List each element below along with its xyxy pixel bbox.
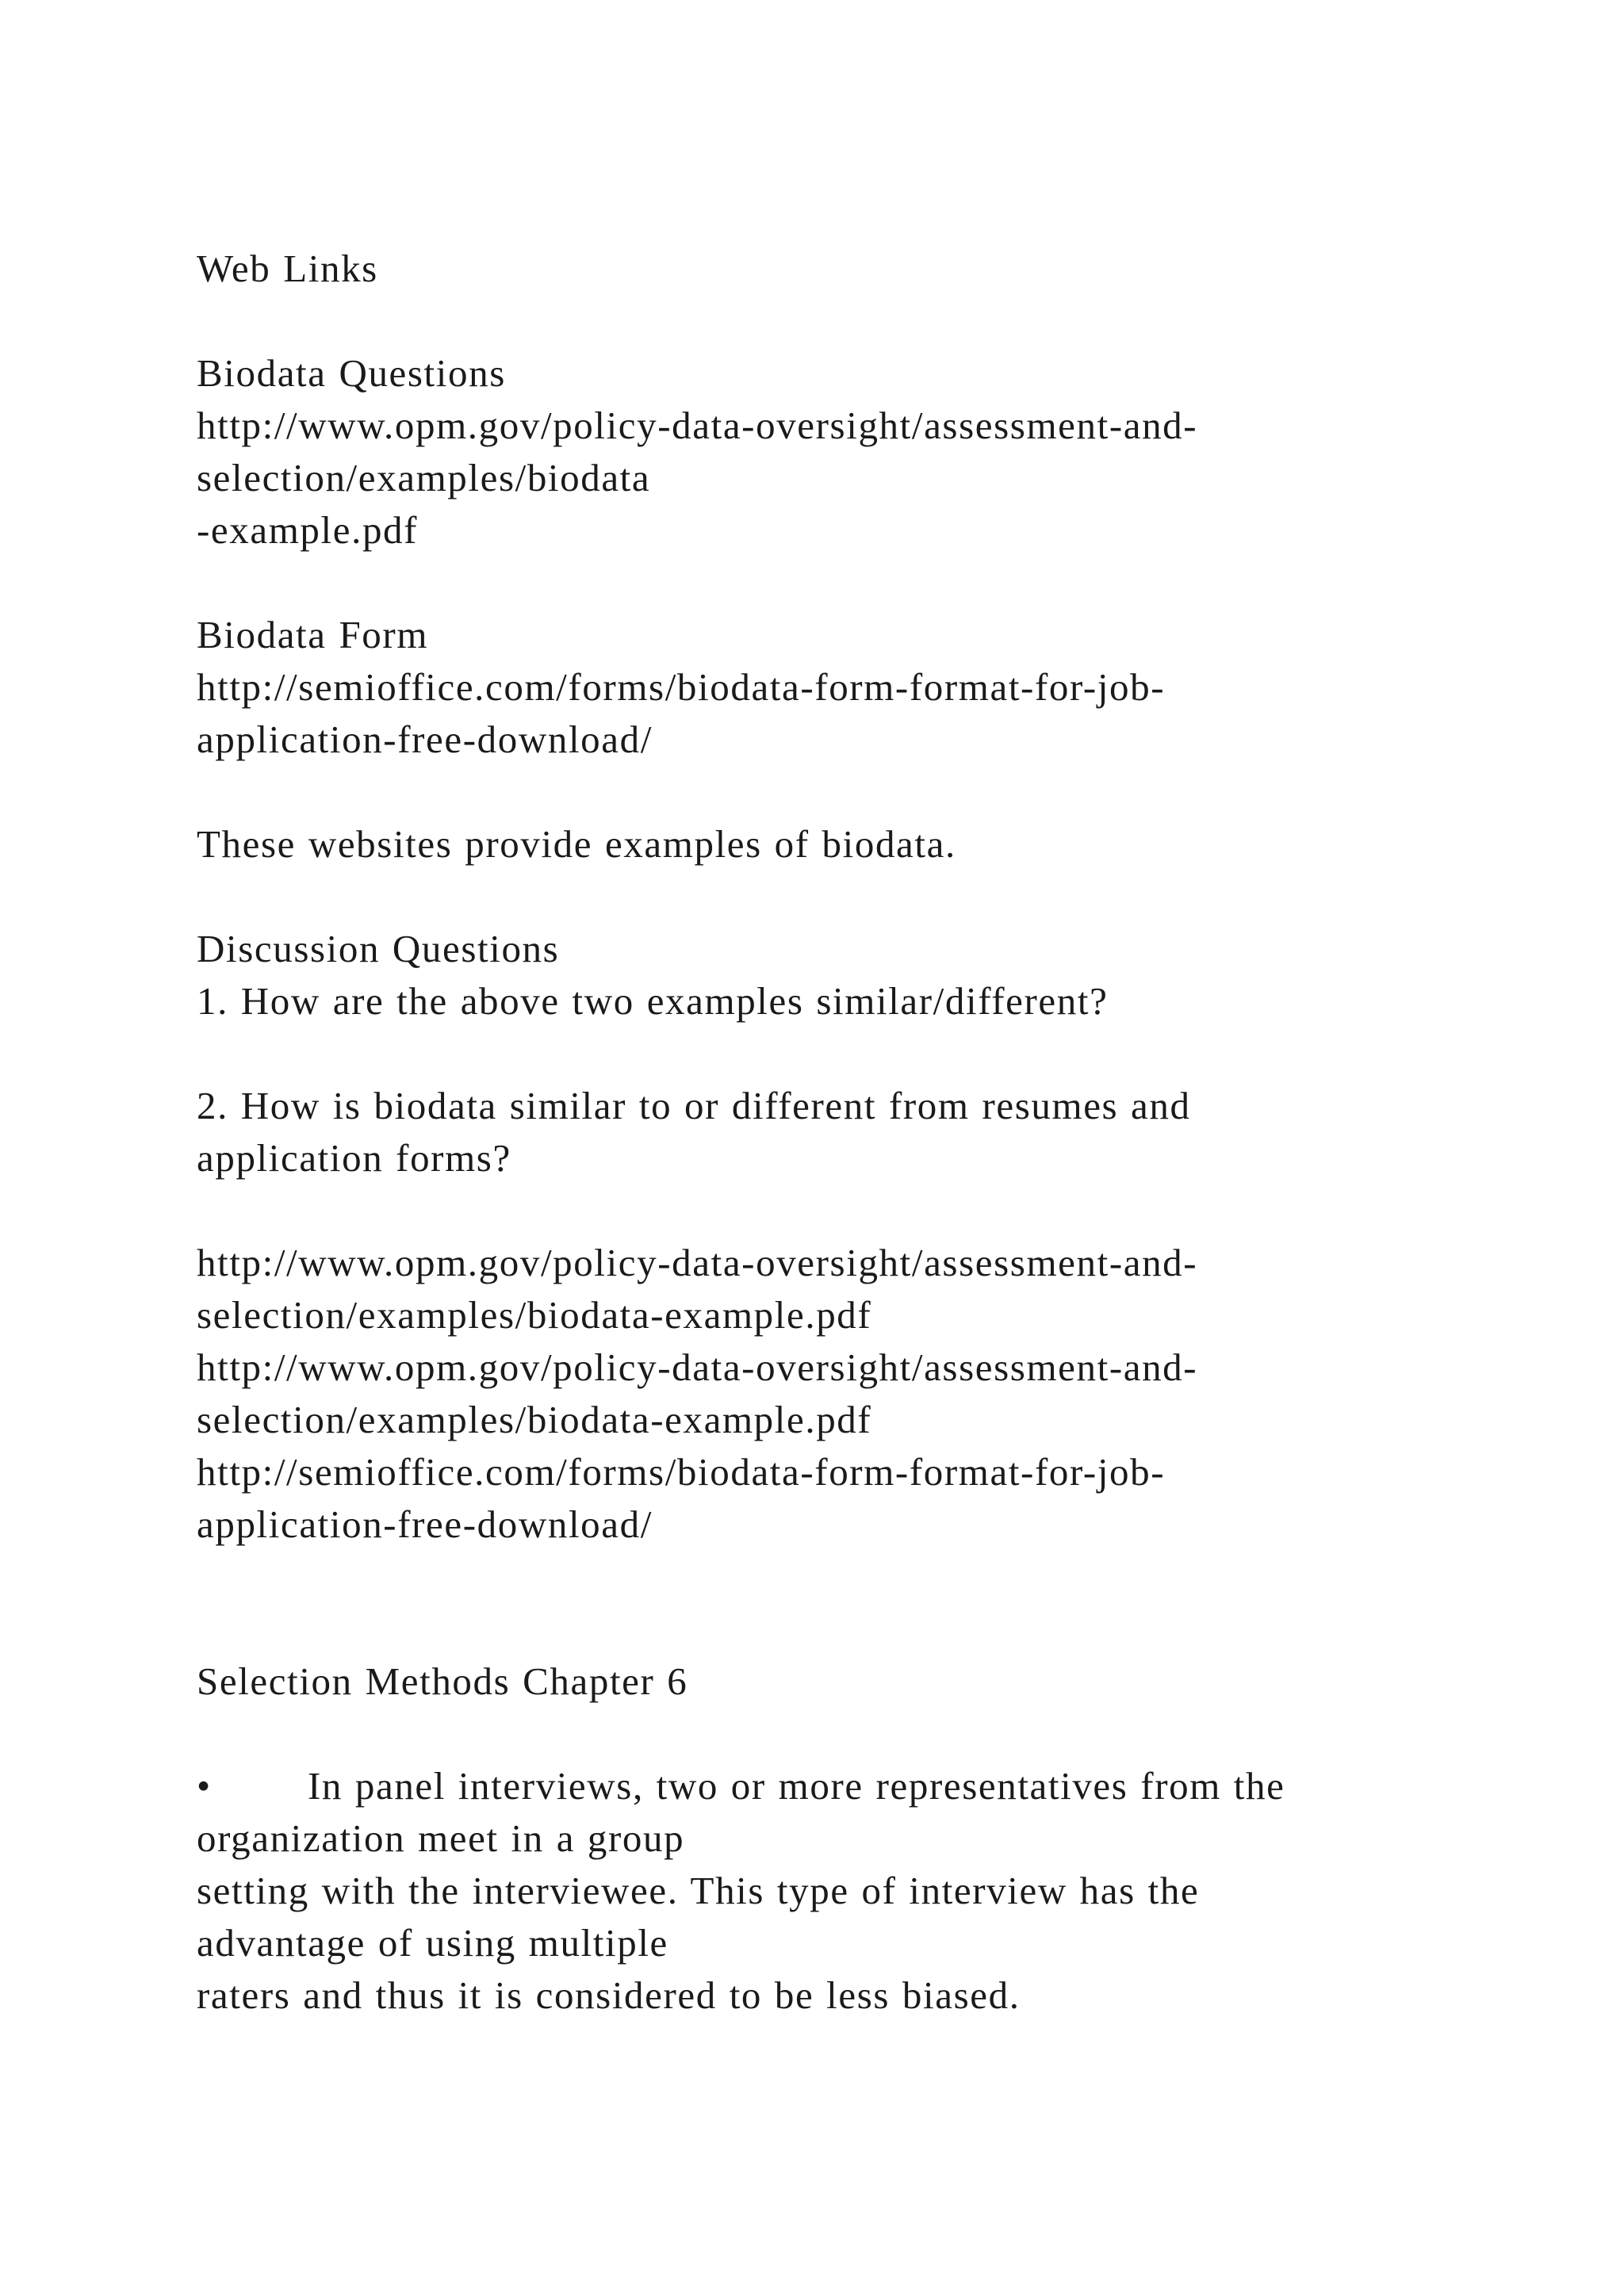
bullet-line-5: raters and thus it is considered to be less biased. bbox=[197, 1973, 1021, 2017]
biodata-questions-title: Biodata Questions bbox=[197, 351, 506, 395]
summary-text: These websites provide examples of biodata. bbox=[197, 822, 956, 866]
spacer bbox=[197, 1027, 1513, 1080]
bullet-line-2: organization meet in a group bbox=[197, 1816, 685, 1860]
chapter-title: Selection Methods Chapter 6 bbox=[197, 1659, 688, 1703]
reference-line-1: http://www.opm.gov/policy-data-oversight/assessment-and- bbox=[197, 1241, 1198, 1284]
bullet-first-line bbox=[197, 1760, 1513, 1812]
reference-line-6: application-free-download/ bbox=[197, 1502, 653, 1546]
discussion-question-2-line-1: 2. How is biodata similar to or different from resumes and bbox=[197, 1084, 1191, 1127]
spacer bbox=[197, 557, 1513, 609]
biodata-questions-url-line-1: http://www.opm.gov/policy-data-oversight/assessment-and- bbox=[197, 404, 1198, 447]
biodata-form-title: Biodata Form bbox=[197, 613, 429, 656]
spacer bbox=[197, 871, 1513, 923]
bullet-first-line-text: In panel interviews, two or more representatives from the bbox=[308, 1764, 1285, 1808]
biodata-questions-url-line-2: selection/examples/biodata bbox=[197, 456, 651, 499]
reference-line-4: selection/examples/biodata-example.pdf bbox=[197, 1398, 872, 1441]
discussion-title: Discussion Questions bbox=[197, 927, 560, 970]
bullet-line-4: advantage of using multiple bbox=[197, 1921, 668, 1965]
spacer bbox=[197, 766, 1513, 818]
bullet-icon: • bbox=[197, 1764, 212, 1808]
bullet-line-3: setting with the interviewee. This type of interview has the bbox=[197, 1869, 1200, 1912]
discussion-question-1: 1. How are the above two examples similar/different? bbox=[197, 979, 1109, 1023]
reference-line-5: http://semioffice.com/forms/biodata-form-format-for-job- bbox=[197, 1450, 1166, 1494]
biodata-questions-url-line-3: -example.pdf bbox=[197, 508, 419, 552]
spacer bbox=[197, 1708, 1513, 1760]
spacer bbox=[197, 1184, 1513, 1237]
document-page bbox=[197, 243, 1513, 2022]
biodata-form-url-line-2: application-free-download/ bbox=[197, 718, 653, 761]
heading-web-links: Web Links bbox=[197, 247, 378, 290]
biodata-form-url-line-1: http://semioffice.com/forms/biodata-form-format-for-job- bbox=[197, 665, 1166, 709]
discussion-question-2-line-2: application forms? bbox=[197, 1136, 511, 1180]
reference-line-3: http://www.opm.gov/policy-data-oversight/assessment-and- bbox=[197, 1345, 1198, 1389]
spacer bbox=[197, 1551, 1513, 1655]
reference-line-2: selection/examples/biodata-example.pdf bbox=[197, 1293, 872, 1337]
spacer bbox=[197, 295, 1513, 347]
